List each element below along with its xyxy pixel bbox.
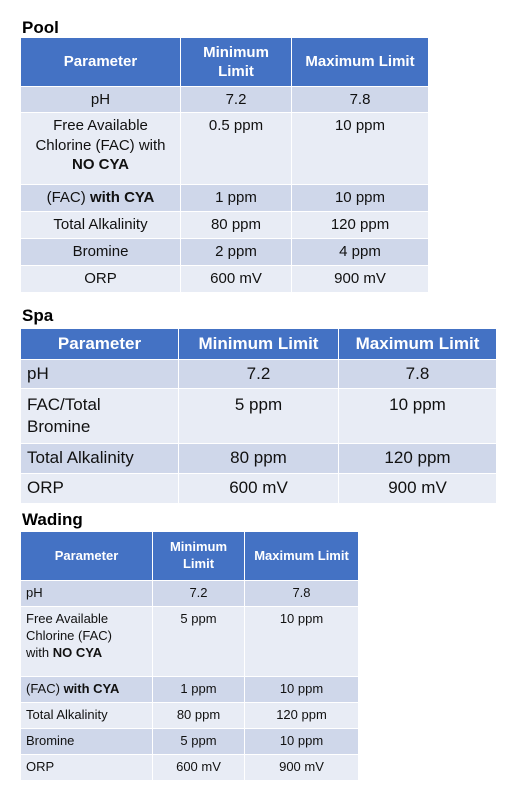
table-row [21,581,359,607]
min-cell: 80 ppm [181,212,292,239]
header-maximum-limit: Maximum Limit [245,532,359,581]
wading-table [20,531,359,781]
param-prefix: (FAC) [26,681,64,697]
max-cell: 120 ppm [339,444,497,474]
min-cell: 2 ppm [181,239,292,266]
param-cell: Total Alkalinity [21,444,179,474]
table-row [21,729,359,755]
param-cell [21,185,181,212]
table-row [21,607,359,677]
param-cell: ORP [21,755,153,781]
param-cell [21,389,179,444]
max-cell: 10 ppm [245,607,359,677]
table-row [21,212,429,239]
table-header-row [21,38,429,87]
table-header-row [21,329,497,360]
max-cell: 900 mV [292,266,429,293]
min-cell: 600 mV [153,755,245,781]
table-row [21,113,429,185]
wading-title: Wading [22,510,83,529]
table-row [21,703,359,729]
table-row [21,266,429,293]
param-cell: Total Alkalinity [21,703,153,729]
param-bold: NO CYA [72,156,129,173]
param-cell: ORP [21,266,181,293]
param-cell: Bromine [21,729,153,755]
param-cell: Total Alkalinity [21,212,181,239]
header-parameter: Parameter [21,532,153,581]
param-line: FAC/Total [27,395,101,414]
header-minimum-limit: Minimum Limit [181,38,292,87]
param-bold: with CYA [89,189,155,207]
header-minimum-limit: Minimum Limit [153,532,245,581]
table-row [21,87,429,113]
min-cell: 7.2 [153,581,245,607]
param-cell: pH [21,87,181,113]
param-cell: pH [21,581,153,607]
spa-table [20,328,497,504]
param-line: Chlorine (FAC) [26,627,112,643]
min-cell: 5 ppm [153,729,245,755]
param-line: Bromine [27,417,91,437]
table-row [21,185,429,212]
param-prefix: (FAC) [46,189,90,207]
max-cell: 10 ppm [292,185,429,212]
table-row [21,389,497,444]
param-line: Free Available [53,117,148,134]
min-cell: 7.2 [179,360,339,389]
header-minimum-limit: Minimum Limit [179,329,339,360]
header-maximum-limit: Maximum Limit [292,38,429,87]
header-parameter: Parameter [21,329,179,360]
header-parameter: Parameter [21,38,181,87]
max-cell: 120 ppm [292,212,429,239]
max-cell: 120 ppm [245,703,359,729]
min-cell: 1 ppm [181,185,292,212]
max-cell: 7.8 [292,87,429,113]
header-maximum-limit: Maximum Limit [339,329,497,360]
spa-title: Spa [22,306,54,325]
max-cell: 7.8 [339,360,497,389]
min-cell: 80 ppm [179,444,339,474]
param-cell [21,677,153,703]
param-line: Free Available [26,611,109,626]
max-cell: 7.8 [245,581,359,607]
min-cell: 7.2 [181,87,292,113]
min-cell: 600 mV [181,266,292,293]
table-row [21,360,497,389]
param-cell: ORP [21,474,179,504]
param-cell: Bromine [21,239,181,266]
min-cell: 1 ppm [153,677,245,703]
table-row [21,444,497,474]
min-cell: 80 ppm [153,703,245,729]
table-header-row [21,532,359,581]
table-row [21,474,497,504]
param-cell [21,607,153,677]
param-prefix: with [26,644,53,660]
max-cell: 10 ppm [292,113,429,185]
table-row [21,755,359,781]
table-row [21,239,429,266]
param-cell [21,113,181,185]
min-cell: 600 mV [179,474,339,504]
pool-table [20,37,429,293]
param-cell: pH [21,360,179,389]
param-bold: with CYA [63,681,120,697]
max-cell: 900 mV [245,755,359,781]
min-cell: 5 ppm [179,389,339,444]
min-cell: 0.5 ppm [181,113,292,185]
max-cell: 10 ppm [245,729,359,755]
min-cell: 5 ppm [153,607,245,677]
param-line: Chlorine (FAC) with [35,136,166,154]
max-cell: 900 mV [339,474,497,504]
max-cell: 4 ppm [292,239,429,266]
pool-title: Pool [22,18,59,37]
max-cell: 10 ppm [339,389,497,444]
table-row [21,677,359,703]
param-bold: NO CYA [52,644,103,660]
max-cell: 10 ppm [245,677,359,703]
